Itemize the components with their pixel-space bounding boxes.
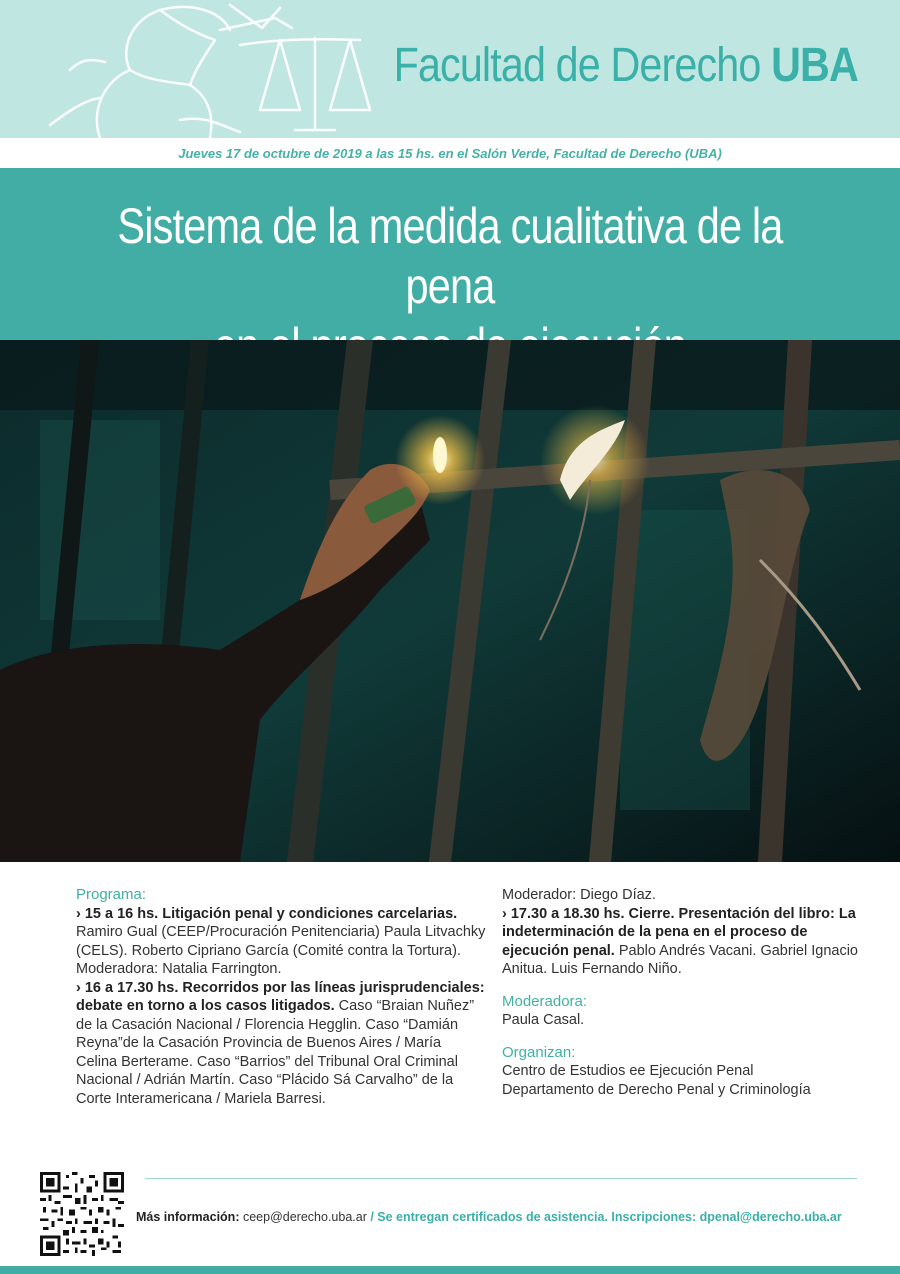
organizan-heading: Organizan: <box>502 1043 576 1061</box>
info-email-link[interactable]: ceep@derecho.uba.ar <box>239 1210 367 1224</box>
moderadora-heading: Moderadora: <box>502 992 588 1010</box>
organizer-2: Departamento de Derecho Penal y Criminología <box>502 1081 811 1098</box>
qr-code-icon[interactable] <box>40 1172 124 1256</box>
inscription-email-link[interactable]: dpenal@derecho.uba.ar <box>696 1210 842 1224</box>
prison-bars-illustration <box>0 340 900 862</box>
justice-scale-illustration <box>30 0 410 138</box>
header-banner <box>0 0 900 138</box>
footer-divider <box>145 1178 857 1179</box>
info-label: Más información: <box>136 1210 240 1224</box>
block-1-speakers: Ramiro Gual (CEEP/Procuración Penitenciaria) Paula Litvachky (CELS). Roberto Cipriano García (Comité contra la Tortura). Moderadora: Natalia Farrington. <box>76 924 486 977</box>
institution-acronym: UBA <box>771 39 858 92</box>
event-dateline: Jueves 17 de octubre de 2019 a las 15 hs. en el Salón Verde, Facultad de Derecho (UBA) <box>0 138 900 168</box>
program-right-column <box>502 886 862 1099</box>
institution-title <box>394 38 858 93</box>
program-block-3 <box>502 905 862 979</box>
title-band <box>0 168 900 340</box>
program-block-2 <box>76 979 486 1109</box>
program-block-1 <box>76 905 486 979</box>
block-3-speakers: Pablo Andrés Vacani. Gabriel Ignacio Anitua. Luis Fernando Niño. <box>502 942 858 977</box>
bottom-bar <box>0 1266 900 1274</box>
program-left-column <box>76 886 486 1108</box>
block-2-speakers: Caso “Braian Nuñez” de la Casación Nacional / Florencia Hegglin. Caso “Damián Reyna”de la Casación Provincia de Buenos Aires / María Celina Berterame. Caso “Barrios” del Tribunal Oral Criminal Nacional / Adrián Martín. Caso “Plácido Sá Carvalho” de la Corte Interamericana / Mariela Barresi. <box>76 998 475 1107</box>
block-2-time-title: › 16 a 17.30 hs. Recorridos por las líneas jurisprudenciales: debate en torno a los casos litigados. <box>76 979 485 1014</box>
block-2-moderator: Moderador: Diego Díaz. <box>502 887 656 903</box>
moderadora-name: Paula Casal. <box>502 1012 585 1028</box>
footer-info <box>136 1210 842 1224</box>
program-heading: Programa: <box>76 886 147 903</box>
footer-note: / Se entregan certificados de asistencia. Inscripciones: <box>366 1210 697 1224</box>
block-1-time-title: › 15 a 16 hs. Litigación penal y condiciones carcelarias. <box>76 905 458 922</box>
block-3-time-title: › 17.30 a 18.30 hs. Cierre. Presentación del libro: La indeterminación de la pena en el proceso de ejecución penal. <box>502 905 856 959</box>
institution-name: Facultad de Derecho <box>393 39 761 92</box>
title-line-1: Sistema de la medida cualitativa de la pena <box>117 198 783 314</box>
prison-bars-photo <box>0 340 900 862</box>
organizer-1: Centro de Estudios ee Ejecución Penal <box>502 1063 754 1079</box>
